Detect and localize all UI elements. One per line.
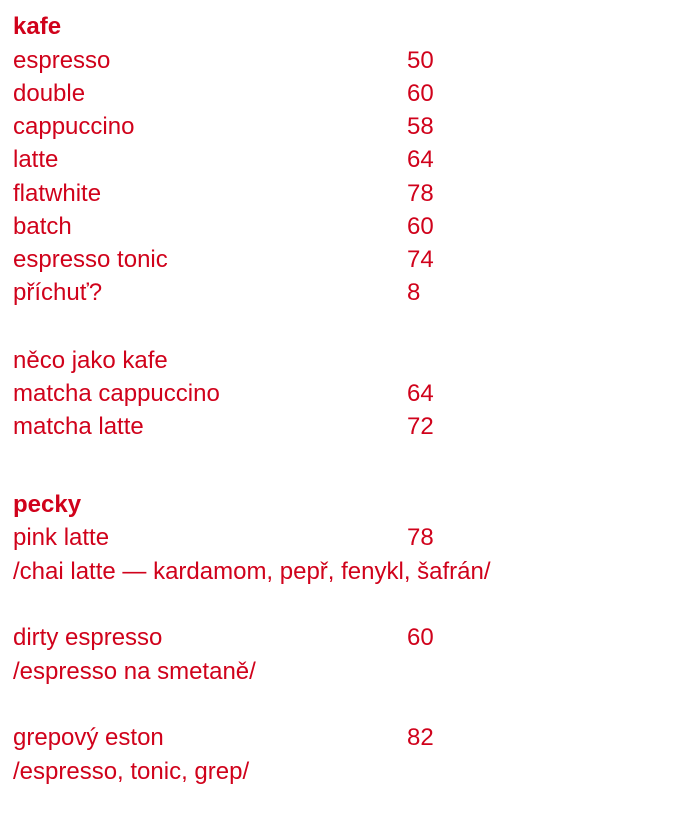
item-price: 60 <box>407 624 434 651</box>
item-name: dirty espresso <box>13 624 163 651</box>
item-name: espresso <box>13 47 111 74</box>
menu-item <box>13 243 653 276</box>
item-description: /chai latte — kardamom, pepř, fenykl, šafrán/ <box>13 558 491 585</box>
menu-item <box>13 77 653 110</box>
item-name: double <box>13 80 86 107</box>
menu-item <box>13 521 653 554</box>
menu-item <box>13 621 653 654</box>
item-price: 60 <box>407 80 434 107</box>
item-price: 78 <box>407 180 434 207</box>
section-title-pecky: pecky <box>13 491 82 518</box>
item-price: 8 <box>407 279 421 306</box>
item-name: příchuť? <box>13 279 103 306</box>
section-title-kafe: kafe <box>13 13 62 40</box>
item-name: matcha cappuccino <box>13 380 220 407</box>
item-description: /espresso, tonic, grep/ <box>13 758 250 785</box>
menu-item <box>13 410 653 443</box>
item-name: cappuccino <box>13 113 135 140</box>
item-price: 74 <box>407 246 434 273</box>
item-price: 64 <box>407 146 434 173</box>
menu-item <box>13 110 653 143</box>
item-price: 58 <box>407 113 434 140</box>
menu-item <box>13 210 653 243</box>
item-price: 50 <box>407 47 434 74</box>
menu-item <box>13 276 653 309</box>
item-name: espresso tonic <box>13 246 168 273</box>
item-description: /espresso na smetaně/ <box>13 658 256 685</box>
menu-item <box>13 177 653 210</box>
item-price: 82 <box>407 724 434 751</box>
menu-item <box>13 377 653 410</box>
item-price: 64 <box>407 380 434 407</box>
item-name: pink latte <box>13 524 110 551</box>
item-name: latte <box>13 146 59 173</box>
item-name: batch <box>13 213 72 240</box>
section-title-neco-jako-kafe: něco jako kafe <box>13 347 168 374</box>
item-price: 60 <box>407 213 434 240</box>
item-price: 72 <box>407 413 434 440</box>
item-price: 78 <box>407 524 434 551</box>
menu-item <box>13 143 653 176</box>
item-name: grepový eston <box>13 724 164 751</box>
menu-item <box>13 721 653 754</box>
item-name: matcha latte <box>13 413 144 440</box>
item-name: flatwhite <box>13 180 102 207</box>
menu-item <box>13 44 653 77</box>
